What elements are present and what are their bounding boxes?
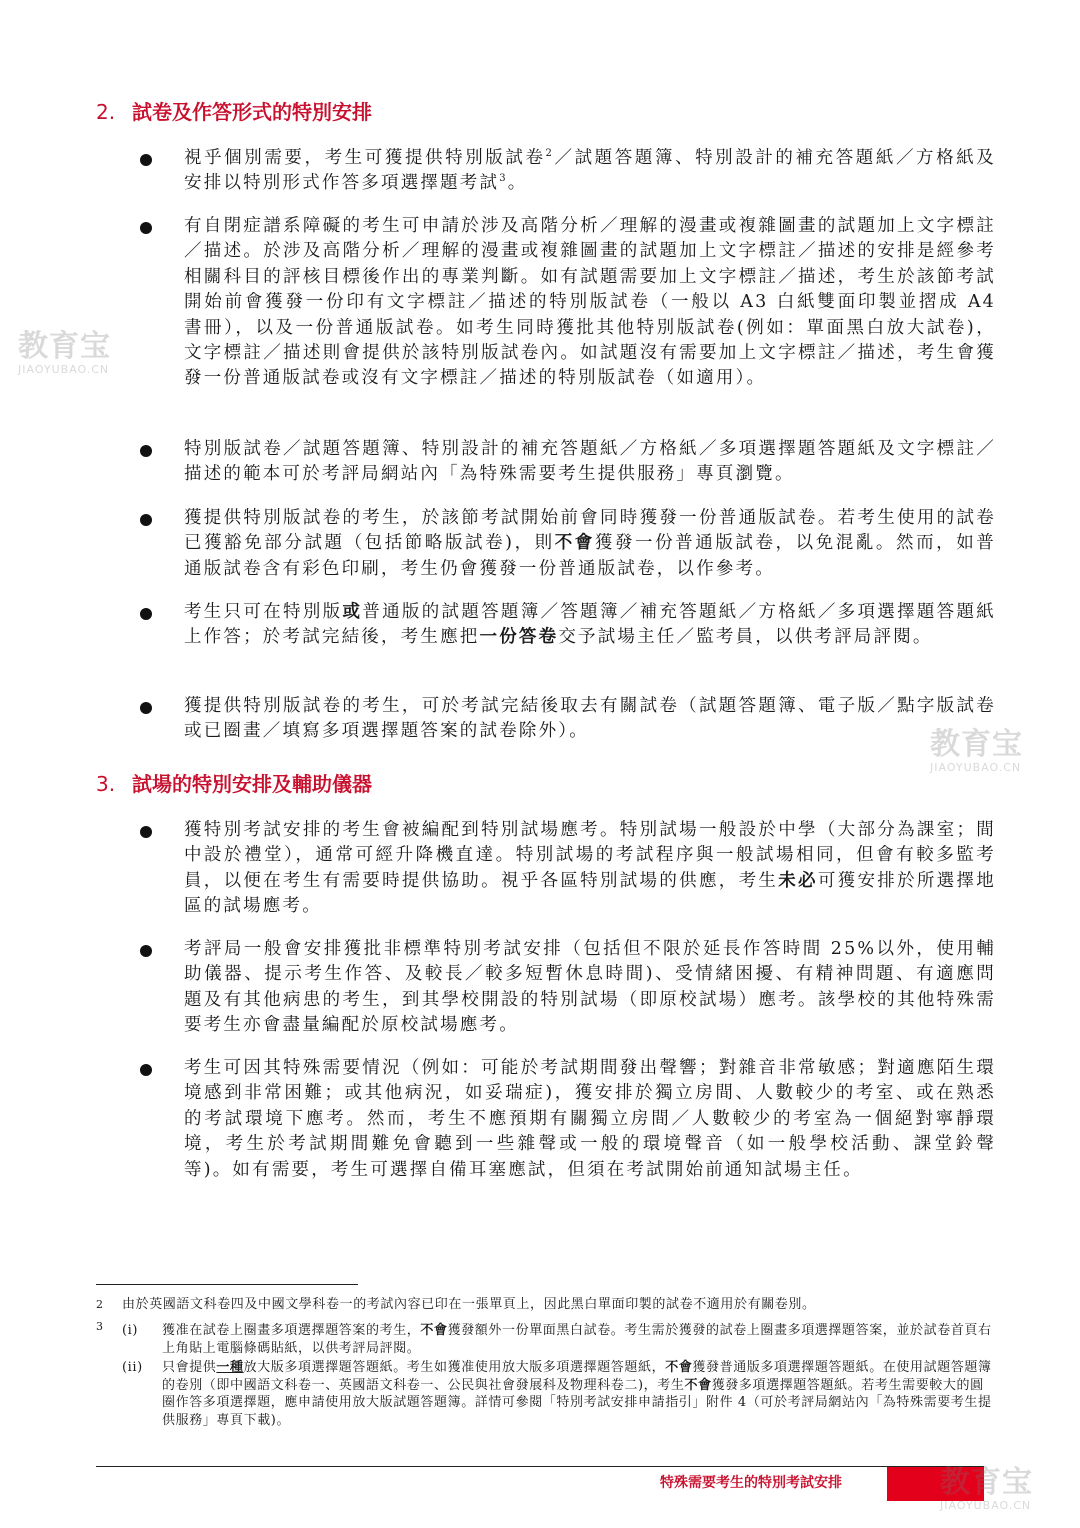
text-run: 放大版多項選擇題答題紙。考生如獲准使用放大版多項選擇題答題紙， xyxy=(243,1360,666,1375)
emphasis: 不會 xyxy=(665,1360,693,1375)
footnote-number: 2 xyxy=(96,1298,104,1311)
text-run: 。 xyxy=(507,173,528,194)
section-2-title: 試卷及作答形式的特別安排 xyxy=(132,100,372,124)
text-run: 獲特別考試安排的考生會被編配到特別試場應考。特別試場一般設於中學（大部分為課室；間中設於禮堂），通常可經升降機直達。特別試場的考試程序與一般試場相同，但會有較多監考員，以便在考生有需要時提供協助。視乎各區特別試場的供應，考生 xyxy=(184,820,996,891)
footnote-3-number xyxy=(96,1318,104,1336)
watermark-text: 教育宝 xyxy=(18,329,111,364)
watermark-url: JIAOYUBAO.CN xyxy=(18,363,110,376)
footnote-3-ii xyxy=(162,1359,994,1429)
bullet-dot xyxy=(140,445,152,457)
footnote-number: 3 xyxy=(96,1320,104,1333)
emphasis: 或 xyxy=(342,602,363,622)
text-run: 考生只可在特別版 xyxy=(184,602,343,622)
footnote-2 xyxy=(96,1296,986,1314)
bullet-dot xyxy=(140,702,152,714)
text-run: 視乎個別需要，考生可獲提供特別版試卷 xyxy=(184,148,546,168)
s2-bullet-3: 特別版試卷／試題答題簿、特別設計的補充答題紙／方格紙／多項選擇題答題紙及文字標註／描述的範本可於考評局網站內「為特殊需要考生提供服務」專頁瀏覽。 xyxy=(184,439,996,485)
emphasis: 不會 xyxy=(554,533,595,554)
footer-title: 特殊需要考生的特別考試安排 xyxy=(660,1475,842,1491)
s2-bullet-6: 獲提供特別版試卷的考生，可於考試完結後取去有關試卷（試題答題簿、電子版／點字版試卷或已圈畫／填寫多項選擇題答案的試卷除外）。 xyxy=(184,696,996,742)
footnote-ref-3: 3 xyxy=(499,173,508,185)
text-run: 交予試場主任／監考員，以供考評局評閱。 xyxy=(558,627,933,648)
section-2-number: 2. xyxy=(96,100,116,124)
footnote-ref-2: 2 xyxy=(545,148,555,160)
bullet-dot xyxy=(140,608,152,620)
bullet-dot xyxy=(140,222,152,234)
bullet-dot xyxy=(140,826,152,838)
text-run: 獲發普通版多項選擇題答題紙。在使用試題答題簿的卷別（即中國語文科卷一、英國語文科卷一、公民與社會發展科及物理科卷二)，考生 xyxy=(162,1360,992,1393)
footnote-3-ii-label: (ii) xyxy=(122,1360,143,1375)
watermark-url: JIAOYUBAO.CN xyxy=(940,1499,1032,1512)
s3-bullet-3: 考生可因其特殊需要情況（例如：可能於考試期間發出聲響；對雜音非常敏感；對適應陌生環境感到非常困難；或其他病況，如妥瑞症)，獲安排於獨立房間、人數較少的考室、或在熟悉的考試環境下應考。然而，考生不應預期有關獨立房間／人數較少的考室為一個絕對寧靜環境，考生於考試期間難免會聽到一些雜聲或一般的環境聲音（如一般學校活動、課堂鈴聲等)。如有需要，考生可選擇自備耳塞應試，但須在考試開始前通知試場主任。 xyxy=(184,1058,996,1180)
text-run: 獲發多項選擇題答題紙。若考生需要較大的圓圈作答多項選擇題，應申請使用放大版試題答題簿。詳情可參閱「特別考試安排申請指引」附件 4（可於考評局網站內「為特殊需要考生提供服務」專頁下載)。 xyxy=(162,1377,992,1428)
watermark-url: JIAOYUBAO.CN xyxy=(930,761,1022,774)
watermark-logo xyxy=(940,1466,1033,1512)
text-run: 可獲安排於所選擇地區的試場應考。 xyxy=(184,870,996,917)
s2-bullet-1 xyxy=(184,146,996,197)
s2-bullet-5 xyxy=(184,600,996,651)
bullet-dot xyxy=(140,945,152,957)
emphasis: 不會 xyxy=(684,1377,712,1393)
section-2-heading xyxy=(96,96,372,125)
section-3-number: 3. xyxy=(96,772,116,796)
footnote-text: 由於英國語文科卷四及中國文學科卷一的考試內容已印在一張單頁上，因此黑白單面印製的試卷不適用於有關卷別。 xyxy=(122,1297,816,1312)
s2-bullet-4 xyxy=(184,506,996,582)
footnote-3-i xyxy=(162,1322,994,1357)
text-run: 普通版的試題答題簿／答題簿／補充答題紙／方格紙／多項選擇題答題紙上作答；於考試完結後，考生應把 xyxy=(184,602,996,648)
text-run: ／試題答題簿、特別設計的補充答題紙／方格紙及安排以特別形式作答多項選擇題考試 xyxy=(184,148,996,194)
text-run: 獲准在試卷上圈畫多項選擇題答案的考生， xyxy=(162,1323,421,1338)
text-run: 獲發一份普通版試卷，以免混亂。然而，如普通版試卷含有彩色印刷，考生仍會獲發一份普通版試卷，以作參考。 xyxy=(184,533,996,579)
emphasis: 一份答卷 xyxy=(479,627,559,648)
emphasis: 不會 xyxy=(420,1323,448,1338)
text-run: 只會提供 xyxy=(162,1360,217,1375)
footnote-rule xyxy=(96,1284,358,1285)
underlined-emphasis: 一種 xyxy=(216,1360,244,1375)
watermark-text: 教育宝 xyxy=(940,1465,1033,1500)
bullet-dot xyxy=(140,514,152,526)
watermark-text: 教育宝 xyxy=(930,727,1023,762)
watermark-logo xyxy=(930,728,1023,774)
text-run: 獲提供特別版試卷的考生，於該節考試開始前會同時獲發一份普通版試卷。若考生使用的試卷已獲豁免部分試題（包括節略版試卷)，則 xyxy=(184,508,996,554)
bullet-dot xyxy=(140,154,152,166)
s3-bullet-2: 考評局一般會安排獲批非標準特別考試安排（包括但不限於延長作答時間 25%以外，使用輔助儀器、提示考生作答、及較長／較多短暫休息時間)、受情緒困擾、有精神問題、有適應問題及有其他病患的考生，到其學校開設的特別試場（即原校試場）應考。該學校的其他特殊需要考生亦會盡量編配於原校試場應考。 xyxy=(184,939,996,1036)
footer-rule xyxy=(96,1466,984,1467)
section-3-heading xyxy=(96,768,372,797)
footnote-3-i-label: (i) xyxy=(122,1323,139,1338)
emphasis: 未必 xyxy=(778,870,818,891)
s2-bullet-2: 有自閉症譜系障礙的考生可申請於涉及高階分析／理解的漫畫或複雜圖畫的試題加上文字標註／描述。於涉及高階分析／理解的漫畫或複雜圖畫的試題加上文字標註／描述的安排是經參考相關科目的評核目標後作出的專業判斷。如有試題需要加上文字標註／描述，考生於該節考試開始前會獲發一份印有文字標註／描述的特別版試卷（一般以 A3 白紙雙面印製並摺成 A4 書冊），以及一份普通版試卷。如考生同時獲批其他特別版試卷(例如：單面黑白放大試卷)，文字標註／描述則會提供於該特別版試卷內。如試題沒有需要加上文字標註／描述，考生會獲發一份普通版試卷或沒有文字標註／描述的特別版試卷（如適用）。 xyxy=(184,216,996,389)
section-3-title: 試場的特別安排及輔助儀器 xyxy=(132,772,372,796)
text-run: 獲發額外一份單面黑白試卷。考生需於獲發的試卷上圈畫多項選擇題答案，並於試卷首頁右上角貼上電腦條碼貼紙，以供考評局評閱。 xyxy=(162,1323,992,1356)
watermark-logo xyxy=(18,330,111,376)
s3-bullet-1 xyxy=(184,818,996,920)
bullet-dot xyxy=(140,1064,152,1076)
